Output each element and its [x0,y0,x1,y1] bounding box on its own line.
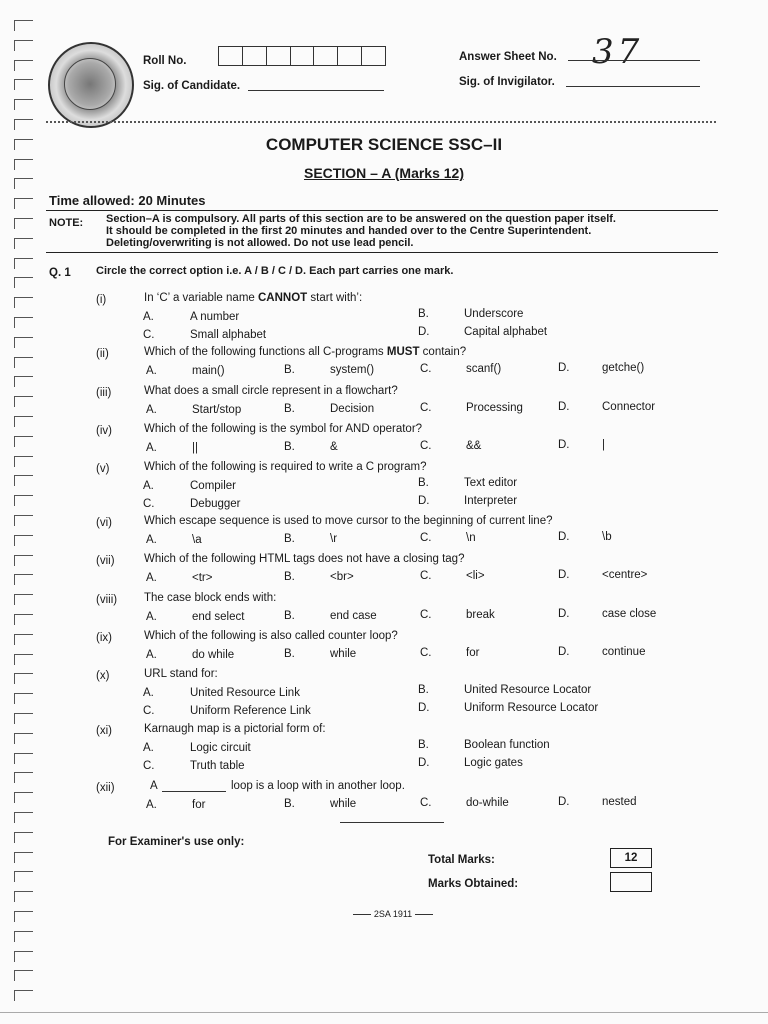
option-a-letter: A. [146,649,157,661]
binding-hole [14,673,33,684]
option-b-letter: B. [284,610,295,622]
marks-obtained-label: Marks Obtained: [428,878,519,890]
option-d-text: | [602,439,605,451]
binding-hole [14,436,33,447]
board-seal-logo [48,42,134,128]
question-number: (vi) [96,517,112,529]
option-d-text: getche() [602,362,645,374]
option-d-text: \b [602,531,612,543]
binding-hole [14,832,33,843]
option-b-letter: B. [284,648,295,660]
answer-sheet-line [568,60,700,61]
binding-hole [14,792,33,803]
note-line-2: It should be completed in the first 20 minutes and handed over to the Centre Superintendent. [106,225,592,237]
binding-hole [14,812,33,823]
option-a-letter: A. [146,611,157,623]
option-c-letter: C. [420,440,432,452]
option-a-letter: A. [146,572,157,584]
binding-hole [14,951,33,962]
option-b-text: \r [330,533,338,545]
option-d-text: Logic gates [464,757,523,769]
roll-no-boxes[interactable] [218,46,386,66]
binding-hole [14,297,33,308]
roll-no-label: Roll No. [143,55,187,67]
binding-hole [14,60,33,71]
binding-hole [14,515,33,526]
binding-hole [14,990,33,1001]
sig-candidate-label: Sig. of Candidate. [143,80,241,92]
question-text: In ‘C’ a variable name CANNOT start with’: [144,292,363,304]
binding-hole [14,277,33,288]
option-c-letter: C. [420,532,432,544]
question-number: (vii) [96,555,115,567]
question-text: Which escape sequence is used to move cursor to the beginning of current line? [144,515,553,527]
option-a-text: for [192,799,206,811]
option-c-text: Truth table [190,760,245,772]
option-d-text: <centre> [602,569,648,581]
binding-hole [14,574,33,585]
option-b-text: United Resource Locator [464,684,592,696]
option-b-letter: B. [284,798,295,810]
option-d-letter: D. [558,401,570,413]
option-a-text: \a [192,534,202,546]
binding-hole [14,970,33,981]
option-d-text: Interpreter [464,495,518,507]
option-a-text: end select [192,611,245,623]
binding-hole [14,456,33,467]
binding-hole [14,238,33,249]
binding-hole [14,317,33,328]
option-a-text: A number [190,311,240,323]
binding-hole [14,713,33,724]
option-b-text: end case [330,610,377,622]
option-d-text: continue [602,646,646,658]
binding-hole [14,654,33,665]
answer-sheet-label: Answer Sheet No. [459,51,557,63]
option-d-letter: D. [418,702,430,714]
option-a-letter: A. [143,311,154,323]
option-a-letter: A. [143,742,154,754]
question-number: (iv) [96,425,112,437]
option-a-text: Logic circuit [190,742,251,754]
question-text: Which of the following is also called counter loop? [144,630,398,642]
option-d-letter: D. [558,531,570,543]
question-text: loop is a loop with in another loop. [231,780,405,792]
option-c-text: \n [466,532,476,544]
binding-hole [14,753,33,764]
option-b-letter: B. [418,477,429,489]
question-number: (xi) [96,725,112,737]
binding-hole [14,119,33,130]
rule-top [46,210,718,211]
question-number: (i) [96,294,107,306]
footer-code-text: 2SA 1911 [373,909,413,919]
option-d-letter: D. [418,495,430,507]
binding-hole [14,475,33,486]
option-d-text: case close [602,608,657,620]
question-number: (iii) [96,387,112,399]
option-c-letter: C. [143,498,155,510]
binding-hole [14,376,33,387]
option-c-text: <li> [466,570,485,582]
option-c-text: Processing [466,402,523,414]
footer-code [338,909,448,919]
option-c-letter: C. [143,329,155,341]
option-b-text: <br> [330,571,354,583]
binding-hole [14,337,33,348]
question-number: (viii) [96,594,118,606]
option-a-text: do while [192,649,235,661]
option-a-text: <tr> [192,572,213,584]
option-c-letter: C. [420,647,432,659]
option-a-text: Start/stop [192,404,242,416]
option-d-text: Capital alphabet [464,326,548,338]
binding-hole [14,20,33,31]
option-d-letter: D. [558,646,570,658]
header-divider [46,121,716,123]
total-marks-box: 12 [610,848,652,868]
binding-hole [14,614,33,625]
binding-hole [14,79,33,90]
option-b-text: Text editor [464,477,518,489]
binding-hole [14,357,33,368]
option-c-text: scanf() [466,363,502,375]
option-a-text: || [192,442,198,454]
option-b-letter: B. [418,308,429,320]
question-text: A [150,780,158,792]
question-text: Which of the following is required to write a C program? [144,461,427,473]
note-text [106,213,722,249]
option-c-letter: C. [420,609,432,621]
option-b-letter: B. [418,739,429,751]
question-number: (ix) [96,632,112,644]
question-text: The case block ends with: [144,592,277,604]
option-c-text: do-while [466,797,509,809]
q12-blank-line [340,822,444,823]
option-b-text: & [330,441,338,453]
option-c-text: && [466,440,482,452]
page-bottom-edge [0,1012,768,1013]
binding-hole [14,594,33,605]
sig-invigilator-line[interactable] [566,86,700,87]
option-b-letter: B. [284,571,295,583]
binding-hole [14,258,33,269]
option-c-text: Debugger [190,498,241,510]
option-c-text: Small alphabet [190,329,267,341]
option-c-letter: C. [420,570,432,582]
option-c-letter: C. [143,760,155,772]
option-b-text: Underscore [464,308,524,320]
binding-hole [14,891,33,902]
binding-hole [14,693,33,704]
binding-hole [14,733,33,744]
q1-instruction: Circle the correct option i.e. A / B / C / D. Each part carries one mark. [96,265,454,277]
binding-hole [14,634,33,645]
option-d-letter: D. [558,796,570,808]
question-text: Which of the following is the symbol for AND operator? [144,423,423,435]
time-allowed: Time allowed: 20 Minutes [49,193,206,208]
binding-hole [14,555,33,566]
rule-bottom [46,252,718,253]
question-number: (x) [96,670,110,682]
option-a-letter: A. [146,365,157,377]
sig-invigilator-label: Sig. of Invigilator. [459,76,555,88]
binding-hole [14,871,33,882]
option-c-letter: C. [420,797,432,809]
binding-hole [14,535,33,546]
option-d-letter: D. [558,362,570,374]
option-b-text: while [330,648,357,660]
option-c-letter: C. [420,402,432,414]
binding-hole [14,99,33,110]
option-c-letter: C. [420,363,432,375]
binding-hole [14,852,33,863]
option-c-letter: C. [143,705,155,717]
option-d-letter: D. [558,569,570,581]
binding-hole [14,396,33,407]
sig-candidate-line[interactable] [248,90,384,91]
option-c-text: break [466,609,495,621]
option-a-text: main() [192,365,225,377]
binding-hole [14,40,33,51]
option-a-text: United Resource Link [190,687,300,699]
option-a-letter: A. [146,442,157,454]
option-a-text: Compiler [190,480,237,492]
option-b-letter: B. [284,403,295,415]
option-a-letter: A. [143,687,154,699]
paper-title: COMPUTER SCIENCE SSC–II [265,135,503,154]
option-c-text: Uniform Reference Link [190,705,311,717]
question-number: (xii) [96,782,115,794]
total-marks-label: Total Marks: [428,854,495,866]
question-text: Which of the following functions all C-programs MUST contain? [144,346,467,358]
option-b-text: Boolean function [464,739,550,751]
binding-hole [14,198,33,209]
binding-hole [14,931,33,942]
binding-hole [14,218,33,229]
q1-label: Q. 1 [49,267,71,279]
option-b-letter: B. [284,364,295,376]
binding-hole [14,416,33,427]
option-c-text: for [466,647,480,659]
option-d-letter: D. [418,326,430,338]
option-b-letter: B. [418,684,429,696]
option-b-text: system() [330,364,375,376]
option-b-letter: B. [284,441,295,453]
option-b-text: while [330,798,357,810]
option-d-letter: D. [558,439,570,451]
fill-blank[interactable] [162,791,226,792]
note-line-3: Deleting/overwriting is not allowed. Do not use lead pencil. [106,237,414,249]
examiner-label: For Examiner's use only: [108,836,245,848]
option-b-letter: B. [284,533,295,545]
question-text: URL stand for: [144,668,218,680]
option-b-text: Decision [330,403,375,415]
question-text: Karnaugh map is a pictorial form of: [144,723,326,735]
question-number: (v) [96,463,110,475]
binding-hole [14,495,33,506]
note-line-1: Section–A is compulsory. All parts of this section are to be answered on the question paper itself. [106,213,616,225]
option-d-letter: D. [558,608,570,620]
note-label: NOTE: [49,217,84,229]
option-a-letter: A. [143,480,154,492]
section-title: SECTION – A (Marks 12) [303,165,464,181]
question-text: Which of the following HTML tags does not have a closing tag? [144,553,465,565]
option-d-text: nested [602,796,637,808]
binding-hole [14,911,33,922]
question-number: (ii) [96,348,109,360]
option-d-text: Connector [602,401,656,413]
option-d-text: Uniform Resource Locator [464,702,599,714]
binding-hole [14,772,33,783]
option-a-letter: A. [146,404,157,416]
option-a-letter: A. [146,799,157,811]
marks-obtained-box[interactable] [610,872,652,892]
question-text: What does a small circle represent in a flowchart? [144,385,398,397]
answer-sheet-number: 37 [592,32,644,72]
option-a-letter: A. [146,534,157,546]
option-d-letter: D. [418,757,430,769]
